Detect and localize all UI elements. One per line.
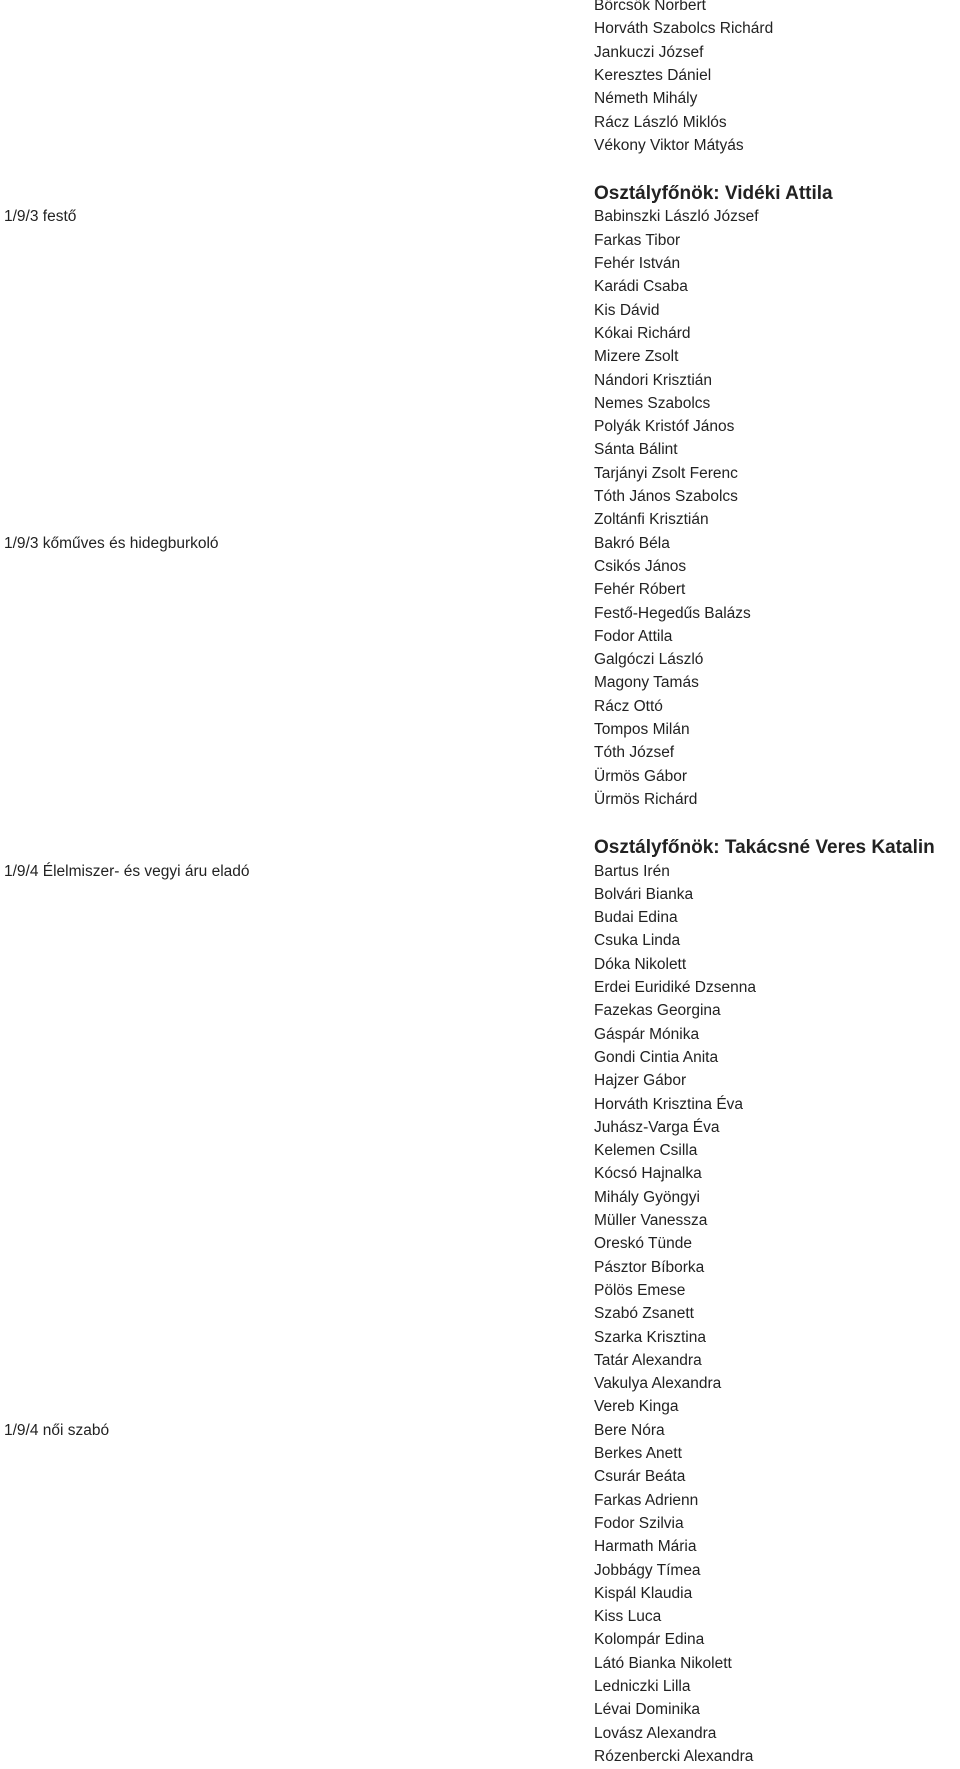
- class-label: 1/9/4 női szabó: [4, 1421, 110, 1439]
- student-name: Pölös Emese: [594, 1281, 686, 1299]
- student-name: Kókai Richárd: [594, 324, 691, 342]
- student-name: Horváth Krisztina Éva: [594, 1095, 744, 1113]
- student-name: Harmath Mária: [594, 1538, 697, 1556]
- class-label: 1/9/3 kőműves és hidegburkoló: [4, 534, 219, 552]
- student-name: Nándori Krisztián: [594, 371, 713, 389]
- student-name: Mizere Zsolt: [594, 348, 679, 366]
- student-name: Mihály Gyöngyi: [594, 1188, 700, 1206]
- student-name: Vékony Viktor Mátyás: [594, 136, 744, 154]
- student-name: Vereb Kinga: [594, 1398, 679, 1416]
- student-name: Farkas Adrienn: [594, 1491, 699, 1509]
- student-name: Fehér István: [594, 255, 681, 272]
- student-name: Fodor Attila: [594, 627, 673, 645]
- student-name: Rácz László Miklós: [594, 113, 727, 131]
- student-name: Kis Dávid: [594, 301, 660, 319]
- student-name: Jankuczi József: [594, 43, 704, 61]
- student-name: Csikós János: [594, 557, 687, 575]
- student-name: Fehér Róbert: [594, 581, 686, 599]
- student-name: Ürmös Gábor: [594, 767, 688, 785]
- student-name: Oreskó Tünde: [594, 1235, 692, 1253]
- student-name: Berkes Anett: [594, 1445, 682, 1462]
- student-name: Jobbágy Tímea: [594, 1561, 701, 1579]
- homeroom-teacher-heading: Osztályfőnök: Vidéki Attila: [594, 183, 833, 205]
- student-name: Kiss Luca: [594, 1608, 662, 1626]
- class-label: 1/9/3 festő: [4, 208, 77, 226]
- student-name: Csuka Linda: [594, 932, 681, 950]
- student-name: Lovász Alexandra: [594, 1724, 717, 1742]
- student-name: Farkas Tibor: [594, 231, 681, 249]
- student-name: Kelemen Csilla: [594, 1142, 698, 1160]
- student-name: Fodor Szilvia: [594, 1514, 684, 1532]
- student-name: Németh Mihály: [594, 90, 698, 108]
- student-name: Börcsök Norbert: [594, 0, 706, 14]
- student-name: Juhász-Varga Éva: [594, 1118, 720, 1136]
- student-name: Tatár Alexandra: [594, 1351, 702, 1369]
- student-name: Tóth József: [594, 744, 675, 762]
- student-name: Lévai Dominika: [594, 1701, 700, 1719]
- student-name: Ürmös Richárd: [594, 790, 698, 808]
- student-name: Horváth Szabolcs Richárd: [594, 20, 774, 38]
- student-name: Csurár Beáta: [594, 1468, 686, 1486]
- student-name: Szarka Krisztina: [594, 1328, 706, 1346]
- student-name: Vakulya Alexandra: [594, 1375, 722, 1393]
- student-name: Pásztor Bíborka: [594, 1258, 705, 1276]
- student-name: Kispál Klaudia: [594, 1584, 693, 1602]
- student-name: Látó Bianka Nikolett: [594, 1654, 732, 1672]
- student-name: Bartus Irén: [594, 862, 670, 880]
- student-name: Gondi Cintia Anita: [594, 1048, 719, 1066]
- student-name: Tóth János Szabolcs: [594, 488, 738, 505]
- student-name: Dóka Nikolett: [594, 955, 687, 973]
- student-name: Szabó Zsanett: [594, 1305, 694, 1323]
- student-name: Nemes Szabolcs: [594, 394, 711, 412]
- student-name: Galgóczi László: [594, 651, 704, 669]
- student-name: Babinszki László József: [594, 208, 759, 226]
- student-name: Rózenbercki Alexandra: [594, 1747, 754, 1765]
- student-name: Budai Edina: [594, 909, 678, 927]
- student-name: Bakró Béla: [594, 534, 670, 552]
- student-name: Tarjányi Zsolt Ferenc: [594, 464, 738, 482]
- student-name: Bolvári Bianka: [594, 885, 694, 903]
- homeroom-teacher-heading: Osztályfőnök: Takácsné Veres Katalin: [594, 837, 935, 859]
- student-name: Hajzer Gábor: [594, 1072, 687, 1090]
- student-name: Sánta Bálint: [594, 441, 678, 459]
- student-name: Zoltánfi Krisztián: [594, 511, 709, 529]
- student-name: Müller Vanessza: [594, 1212, 708, 1229]
- student-name: Polyák Kristóf János: [594, 418, 735, 436]
- student-name: Ledniczki Lilla: [594, 1678, 691, 1695]
- student-name: Kolompár Edina: [594, 1631, 705, 1649]
- student-name: Keresztes Dániel: [594, 66, 712, 84]
- student-name: Festő-Hegedűs Balázs: [594, 604, 751, 622]
- student-name: Gáspár Mónika: [594, 1025, 700, 1043]
- student-name: Tompos Milán: [594, 721, 690, 738]
- student-name: Magony Tamás: [594, 674, 699, 692]
- student-name: Kócsó Hajnalka: [594, 1165, 702, 1183]
- class-label: 1/9/4 Élelmiszer- és vegyi áru eladó: [4, 862, 250, 880]
- student-name: Bere Nóra: [594, 1421, 665, 1439]
- student-name: Fazekas Georgina: [594, 1002, 721, 1020]
- student-name: Rácz Ottó: [594, 697, 663, 715]
- student-name: Erdei Euridiké Dzsenna: [594, 979, 756, 996]
- student-name: Karádi Csaba: [594, 278, 688, 296]
